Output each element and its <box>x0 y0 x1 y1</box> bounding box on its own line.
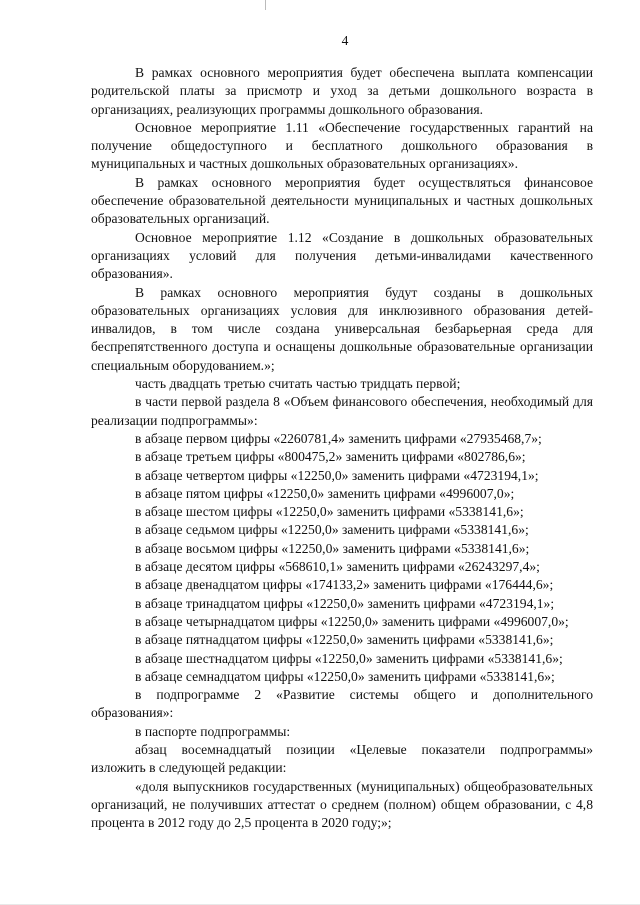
document-body <box>91 64 593 832</box>
amendment-item: в абзаце пятом цифры «12250,0» заменить цифрами «4996007,0»; <box>135 485 515 501</box>
amendment-item: в абзаце первом цифры «2260781,4» заменить цифрами «27935468,7»; <box>135 430 542 446</box>
paragraph-part-renumber: часть двадцать третью считать частью тридцать первой; <box>135 376 461 392</box>
amendment-item: в абзаце шестнадцатом цифры «12250,0» заменить цифрами «5338141,6»; <box>135 650 563 666</box>
paragraph-new-wording: «доля выпускников государственных (муниципальных) общеобразовательных организаций, не получивших аттестат о среднем (полном) общем образовании, с 4,8 процента в 2012 году до 2,5 процента в 2020 году;»; <box>91 778 593 831</box>
paragraph-section-8: в части первой раздела 8 «Объем финансового обеспечения, необходимый для реализации подпрограммы»: <box>91 394 593 428</box>
amendment-item: в абзаце двенадцатом цифры «174133,2» заменить цифрами «176444,6»; <box>135 577 554 593</box>
paragraph-compensation: В рамках основного мероприятия будет обеспечена выплата компенсации родительской платы за присмотр и уход за детьми дошкольного возраста в организациях, реализующих программы дошкольного образования. <box>91 65 593 117</box>
paragraph-measure-1-11: Основное мероприятие 1.11 «Обеспечение государственных гарантий на получение общедоступного и бесплатного дошкольного образования в муниципальных и частных дошкольных образовательных организациях». <box>91 119 593 172</box>
amendment-item: в абзаце седьмом цифры «12250,0» заменить цифрами «5338141,6»; <box>135 522 529 538</box>
amendment-item: в абзаце восьмом цифры «12250,0» заменить цифрами «5338141,6»; <box>135 540 530 556</box>
amendment-item: в абзаце десятом цифры «568610,1» заменить цифрами «26243297,4»; <box>135 559 540 575</box>
paragraph-passport: в паспорте подпрограммы: <box>135 723 291 739</box>
paragraph-target-indicators: абзац восемнадцатый позиции «Целевые показатели подпрограммы» изложить в следующей редакции: <box>91 741 593 776</box>
paragraph-financing: В рамках основного мероприятия будет осуществляться финансовое обеспечение образовательной деятельности муниципальных и частных дошкольных образовательных организаций. <box>91 174 593 227</box>
amendment-item: в абзаце четырнадцатом цифры «12250,0» заменить цифрами «4996007,0»; <box>135 613 569 629</box>
amendment-item: в абзаце третьем цифры «800475,2» заменить цифрами «802786,6»; <box>135 449 526 465</box>
amendment-item: в абзаце семнадцатом цифры «12250,0» заменить цифрами «5338141,6»; <box>135 668 555 684</box>
paragraph-measure-1-12: Основное мероприятие 1.12 «Создание в дошкольных образовательных организациях условий для получения детьми-инвалидами качественного образования». <box>91 229 593 282</box>
amendment-item: в абзаце четвертом цифры «12250,0» заменить цифрами «4723194,1»; <box>135 467 539 483</box>
amendment-item: в абзаце шестом цифры «12250,0» заменить цифрами «5338141,6»; <box>135 504 524 520</box>
amendment-item: в абзаце тринадцатом цифры «12250,0» заменить цифрами «4723194,1»; <box>135 595 555 611</box>
paragraph-inclusive-conditions: В рамках основного мероприятия будут созданы в дошкольных образовательных организациях условия для инклюзивного образования детей-инвалидов, в том числе создана универсальная безбарьерная среда для беспрепятственного доступа и оснащены дошкольные образовательные организации специальным оборудованием.»; <box>91 284 593 373</box>
amendment-item: в абзаце пятнадцатом цифры «12250,0» заменить цифрами «5338141,6»; <box>135 632 554 648</box>
paragraph-subprogram-2: в подпрограмме 2 «Развитие системы общего и дополнительного образования»: <box>91 687 593 721</box>
page-number: 4 <box>341 33 349 48</box>
scan-artifact-mark <box>265 0 266 10</box>
